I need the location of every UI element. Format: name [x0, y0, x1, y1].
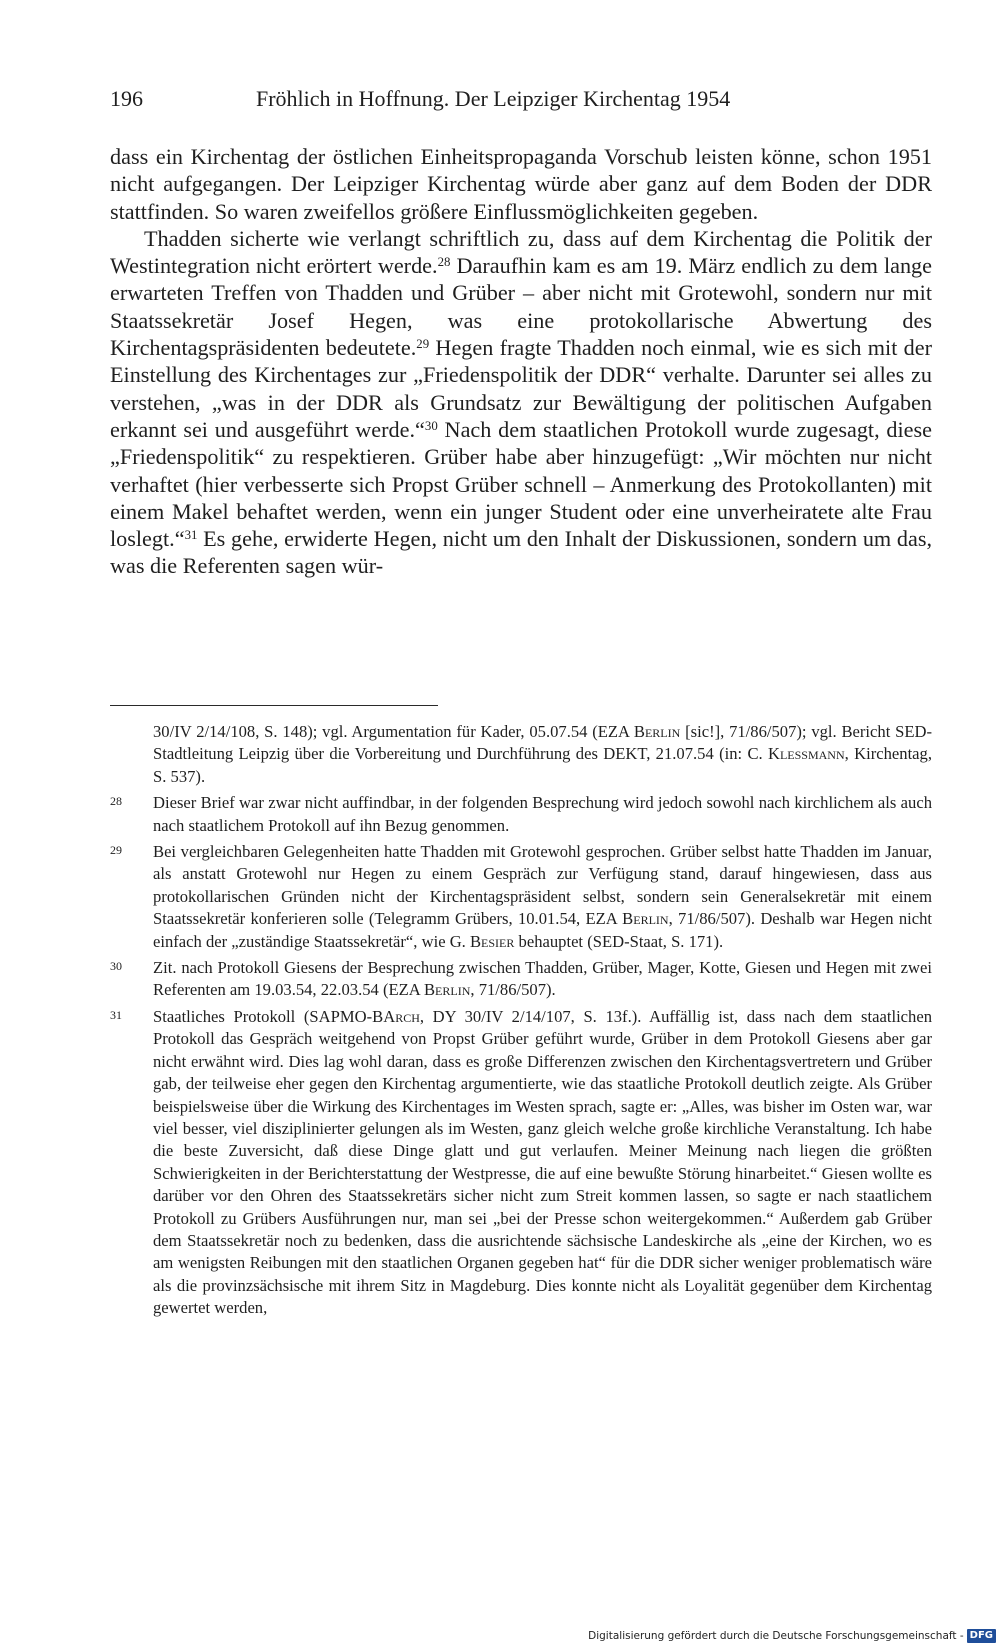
- paragraph-2-part-b: Daraufhin kam es am 19. März endlich zu dem lange erwarteten Treffen von Thadden und Grüber – aber nicht mit Grotewohl, sondern nur mit Staatssekretär Josef Hegen, was eine protokollarische Abwertung des Kirchentagspräsidenten bedeutete.: [110, 253, 932, 361]
- footnote-28: 28 Dieser Brief war zwar nicht auffindbar, in der folgenden Besprechung wird jedoch sowohl nach kirchlichem als auch nach staatlichem Protokoll auf ihn Bezug genommen.: [110, 792, 932, 837]
- footnotes: [110, 721, 932, 1324]
- footnote-number: 31: [110, 1007, 122, 1022]
- page-number: 196: [110, 86, 143, 111]
- body-text: [110, 143, 932, 580]
- footnote-divider: [110, 705, 438, 706]
- footnote-30: 30 Zit. nach Protokoll Giesens der Besprechung zwischen Thadden, Grüber, Mager, Kotte, Giesen und Hegen mit zwei Referenten am 19.03.54, 22.03.54 (EZA Berlin, 71/86/507).: [110, 957, 932, 1002]
- paragraph-2: [110, 225, 932, 580]
- footnote-continuation: 30/IV 2/14/108, S. 148); vgl. Argumentation für Kader, 05.07.54 (EZA Berlin [sic!], 71/86/507); vgl. Bericht SED-Stadtleitung Leipzig über die Vorbereitung und Durchführung des DEKT, 21.07.54 (in: C. Klessmann, Kirchentag, S. 537).: [153, 722, 932, 786]
- footnote-31: 31 Staatliches Protokoll (SAPMO-BArch, DY 30/IV 2/14/107, S. 13f.). Auffällig ist, dass nach dem staatlichen Protokoll das Gespräch weitgehend von Propst Grüber geführt wurde, Grüber in dem Protokoll Giesens aber gar nicht erwähnt wird. Dies lag wohl daran, dass es große Differenzen zwischen den Kirchentagsvertretern und Grüber gab, der teilweise eher gegen den Kirchentag argumentierte, wie das staatliche Protokoll deutlich zeigte. Als Grüber beispielsweise über die Wirkung des Kirchentages im Westen sprach, sagte er: „Alles, was bisher im Osten war, war viel besser, viel disziplinierter gelungen als im Westen, ganz gleich welche große kirchliche Veranstaltung. Ich habe die beste Zuversicht, daß diese Dinge glatt und gut verlaufen. Meiner Meinung nach liegen die größten Schwierigkeiten in der Berichterstattung der Westpresse, die auf eine bewußte Störung hinarbeitet.“ Giesen wollte es darüber vor den Ohren des Staatssekretärs sicher nicht zum Streit kommen lassen, so sagte er nach staatlichem Protokoll zu Grübers Ausführungen nur, man sei „bei der Presse schon weitergekommen.“ Außerdem gab Grüber dem Staatssekretär noch zu bedenken, dass die ausrichtende sächsische Landeskirche als „eine der Kirchen, wo es am wenigsten Reibungen mit den staatlichen Organen gegeben hat“ für die DDR sicher weniger problematisch wäre als die provinzsächsische mit ihrem Sitz in Magdeburg. Dies konnte nicht als Loyalität gegenüber dem Kirchentag gewertet werden,: [110, 1006, 932, 1320]
- footnote-ref-28[interactable]: 28: [437, 255, 451, 270]
- paragraph-2-part-d: Nach dem staatlichen Protokoll wurde zugesagt, diese „Friedenspolitik“ zu respektieren. Grüber habe aber hinzugefügt: „Wir möchten nur nicht verhaftet (hier verbesserte sich Propst Grüber schnell – Anmerkung des Protokollanten) mit einem Makel behaftet werden, wenn ein junger Student oder eine unverheiratete alte Frau loslegt.“: [110, 416, 933, 552]
- digitization-credit: [588, 1628, 996, 1644]
- paragraph-2-part-e: Es gehe, erwiderte Hegen, nicht um den Inhalt der Diskussionen, sondern um das, was die Referenten sagen wür-: [110, 526, 932, 579]
- footnote-ref-29[interactable]: 29: [416, 337, 430, 351]
- footnote-number: 28: [110, 794, 122, 809]
- paragraph-2-part-c: Hegen fragte Thadden noch einmal, wie es sich mit der Einstellung des Kirchentages zur „Friedenspolitik der DDR“ verhalte. Darunter sei alles zu verstehen, „was in der DDR als Grundsatz zur Bewältigung der politischen Aufgaben erkannt sei und ausgeführt werde.“: [110, 335, 932, 442]
- footnote-29: 29 Bei vergleichbaren Gelegenheiten hatte Thadden mit Grotewohl gesprochen. Grüber selbst hatte Thadden im Januar, als anstatt Grotewohl nur Hegen zu einem Gespräch zur Verfügung stand, darauf hingewiesen, dass aus protokollarischen Gründen nicht der Kirchentagspräsident selbst, sondern sein Generalsekretär mit einem Staatssekretär konferieren solle (Telegramm Grübers, 10.01.54, EZA Berlin, 71/86/507). Deshalb war Hegen nicht einfach der „zuständige Staatssekretär“, wie G. Besier behauptet (SED-Staat, S. 171).: [110, 841, 932, 953]
- footnote-ref-30[interactable]: 30: [424, 418, 438, 433]
- credit-text: Digitalisierung gefördert durch die Deutsche Forschungsgemeinschaft -: [588, 1630, 964, 1642]
- paragraph-1: dass ein Kirchentag der östlichen Einheitspropaganda Vorschub leisten könne, schon 1951 nicht aufgegangen. Der Leipziger Kirchentag würde aber ganz auf dem Boden der DDR stattfinden. So waren zweifellos größere Einflussmöglichkeiten gegeben.: [110, 144, 932, 224]
- footnote-number: 29: [110, 843, 122, 858]
- footnote-number: 30: [110, 959, 122, 974]
- paragraph-2-part-a: Thadden sicherte wie verlangt schriftlich zu, dass auf dem Kirchentag die Politik der Westintegration nicht erörtert werde.: [110, 225, 932, 279]
- dfg-logo-icon: DFG: [967, 1629, 996, 1643]
- running-title: Fröhlich in Hoffnung. Der Leipziger Kirchentag 1954: [256, 86, 731, 111]
- footnote-ref-31[interactable]: 31: [184, 528, 198, 543]
